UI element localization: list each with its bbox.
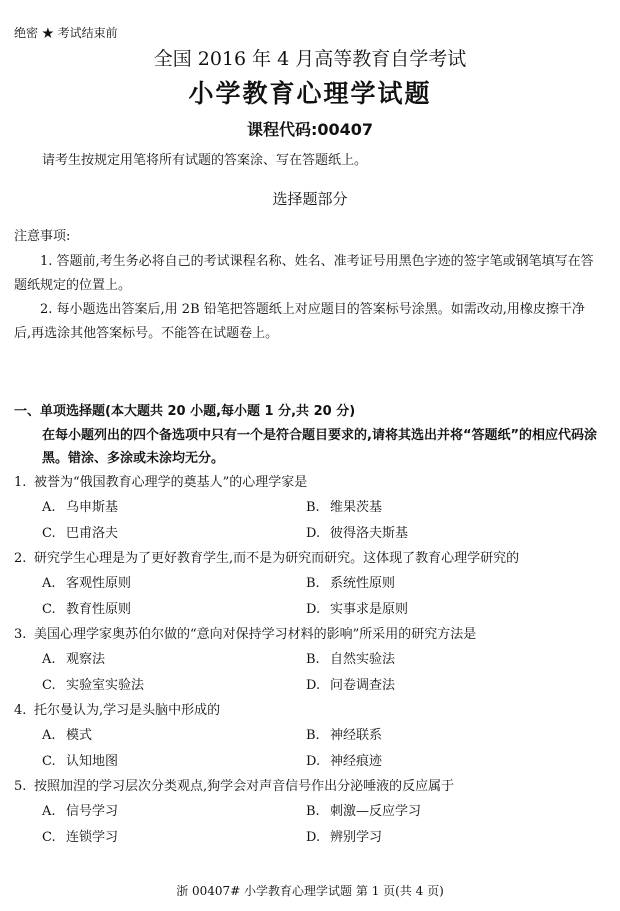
question-number: 2. <box>14 551 27 566</box>
option-text: 客观性原则 <box>66 576 132 591</box>
option-text: 实事求是原则 <box>330 602 409 617</box>
part-description: 在每小题列出的四个备选项中只有一个是符合题目要求的,请将其选出并将“答题纸”的相应代码涂黑。错涂、多涂或未涂均无分。 <box>42 428 598 466</box>
option-d <box>306 597 408 623</box>
option-letter: B. <box>306 576 320 591</box>
option-text: 乌申斯基 <box>66 500 119 515</box>
question-text: 托尔曼认为,学习是头脑中形成的 <box>34 703 221 718</box>
option-c <box>42 521 118 547</box>
option-row <box>14 723 604 749</box>
option-letter: A. <box>42 576 56 591</box>
option-b <box>306 799 421 825</box>
option-row <box>14 825 604 851</box>
note-item: 2. 每小题选出答案后,用 2B 铅笔把答题纸上对应题目的答案标号涂黑。如需改动,用橡皮擦干净后,再选涂其他答案标号。不能答在试题卷上。 <box>14 302 585 341</box>
part-heading: 一、单项选择题(本大题共 20 小题,每小题 1 分,共 20 分) <box>14 404 356 419</box>
question-item <box>14 471 604 547</box>
confidential-mark: 绝密 ★ 考试结束前 <box>14 26 118 40</box>
option-text: 刺激—反应学习 <box>330 804 422 819</box>
question-text: 研究学生心理是为了更好教育学生,而不是为研究而研究。这体现了教育心理学研究的 <box>34 551 520 566</box>
option-letter: A. <box>42 804 56 819</box>
option-text: 系统性原则 <box>330 576 396 591</box>
option-b <box>306 647 395 673</box>
option-text: 自然实验法 <box>330 652 396 667</box>
question-stem <box>14 471 604 495</box>
option-row <box>14 673 604 699</box>
question-list <box>14 471 604 851</box>
question-item <box>14 699 604 775</box>
option-row <box>14 799 604 825</box>
option-b <box>306 495 382 521</box>
option-letter: D. <box>306 602 321 617</box>
question-stem <box>14 547 604 571</box>
option-letter: B. <box>306 804 320 819</box>
question-number: 5. <box>14 779 27 794</box>
option-d <box>306 825 382 851</box>
option-a <box>42 495 118 521</box>
option-text: 观察法 <box>66 652 106 667</box>
option-text: 彼得洛夫斯基 <box>330 526 409 541</box>
option-letter: B. <box>306 728 320 743</box>
exam-title: 全国 2016 年 4 月高等教育自学考试 <box>153 48 467 70</box>
option-letter: C. <box>42 602 56 617</box>
option-c <box>42 673 144 699</box>
option-c <box>42 825 118 851</box>
option-text: 信号学习 <box>66 804 119 819</box>
option-row <box>14 571 604 597</box>
option-a <box>42 723 92 749</box>
option-text: 认知地图 <box>66 754 119 769</box>
option-text: 问卷调查法 <box>330 678 396 693</box>
option-d <box>306 673 395 699</box>
option-d <box>306 749 382 775</box>
option-letter: C. <box>42 754 56 769</box>
option-letter: C. <box>42 526 56 541</box>
option-letter: B. <box>306 500 320 515</box>
option-letter: C. <box>42 678 56 693</box>
option-letter: C. <box>42 830 56 845</box>
question-item <box>14 775 604 851</box>
option-letter: B. <box>306 652 320 667</box>
question-text: 被誉为“俄国教育心理学的奠基人”的心理学家是 <box>34 475 308 490</box>
option-row <box>14 597 604 623</box>
question-number: 4. <box>14 703 27 718</box>
option-a <box>42 799 118 825</box>
option-text: 维果茨基 <box>330 500 383 515</box>
question-item <box>14 623 604 699</box>
option-b <box>306 571 395 597</box>
option-text: 连锁学习 <box>66 830 119 845</box>
question-stem <box>14 699 604 723</box>
option-a <box>42 571 131 597</box>
section-heading: 选择题部分 <box>272 190 348 208</box>
answer-instruction: 请考生按规定用笔将所有试题的答案涂、写在答题纸上。 <box>42 153 368 168</box>
option-letter: D. <box>306 526 321 541</box>
notes-list <box>14 250 599 346</box>
option-row <box>14 749 604 775</box>
notes-label: 注意事项: <box>14 229 71 244</box>
paper-title: 小学教育心理学试题 <box>188 79 432 108</box>
question-text: 美国心理学家奥苏伯尔做的“意向对保持学习材料的影响”所采用的研究方法是 <box>34 627 477 642</box>
option-a <box>42 647 105 673</box>
question-stem <box>14 623 604 647</box>
option-row <box>14 647 604 673</box>
question-number: 3. <box>14 627 27 642</box>
option-letter: A. <box>42 728 56 743</box>
question-item <box>14 547 604 623</box>
option-row <box>14 521 604 547</box>
note-item: 1. 答题前,考生务必将自己的考试课程名称、姓名、准考证号用黑色字迹的签字笔或钢笔填写在答题纸规定的位置上。 <box>14 254 594 293</box>
option-text: 神经联系 <box>330 728 383 743</box>
option-text: 模式 <box>66 728 93 743</box>
option-text: 教育性原则 <box>66 602 132 617</box>
option-text: 实验室实验法 <box>66 678 145 693</box>
option-d <box>306 521 408 547</box>
option-text: 巴甫洛夫 <box>66 526 119 541</box>
option-b <box>306 723 382 749</box>
option-letter: A. <box>42 652 56 667</box>
question-number: 1. <box>14 475 27 490</box>
option-letter: D. <box>306 754 321 769</box>
option-c <box>42 749 118 775</box>
option-letter: A. <box>42 500 56 515</box>
option-letter: D. <box>306 678 321 693</box>
option-row <box>14 495 604 521</box>
page-footer: 浙 00407# 小学教育心理学试题 第 1 页(共 4 页) <box>176 884 444 898</box>
question-stem <box>14 775 604 799</box>
option-c <box>42 597 131 623</box>
question-text: 按照加涅的学习层次分类观点,狗学会对声音信号作出分泌唾液的反应属于 <box>34 779 455 794</box>
course-code: 课程代码:00407 <box>246 120 374 139</box>
option-text: 辨别学习 <box>330 830 383 845</box>
option-text: 神经痕迹 <box>330 754 383 769</box>
option-letter: D. <box>306 830 321 845</box>
